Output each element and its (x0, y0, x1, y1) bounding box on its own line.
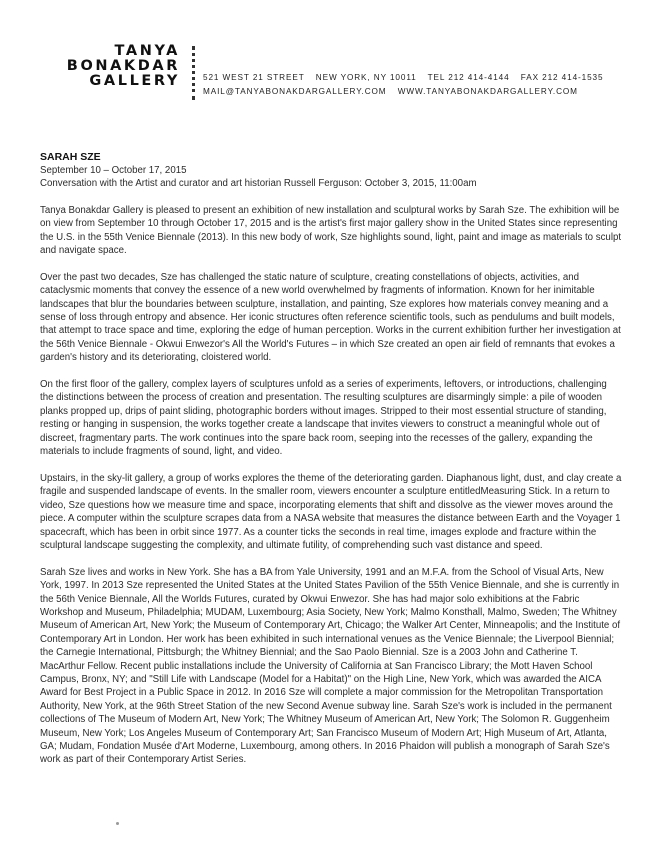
logo-line: GALLERY (89, 73, 180, 89)
city: NEW YORK, NY 10011 (315, 73, 417, 82)
address: 521 WEST 21 STREET (203, 73, 305, 82)
paragraph-intro: Tanya Bonakdar Gallery is pleased to present an exhibition of new installation and sculptural works by Sarah Sze. The exhibition will be on view from September 10 through October 17, 2015 and is the artist's first major gallery show in the United States since representing the U.S. in the 55th Venice Biennale (2013). In this new body of work, Sze highlights sound, light, paint and image as materials to sculpt and navigate space. (40, 204, 622, 257)
fax: FAX 212 414-1535 (520, 73, 604, 82)
gallery-logo (50, 44, 180, 89)
letterhead (50, 44, 630, 104)
page-mark (116, 822, 119, 825)
paragraph-first-floor: On the first floor of the gallery, complex layers of sculptures unfold as a series of experiments, leftovers, or introductions, challenging the distinctions between the process of creation and presentation. The resulting sculptures are disarmingly simple: a pile of wooden planks propped up, drips of paint sliding, photographic borders without images. Stripped to their most essential structure of standing, resting or hanging in suspension, the works together create a landscape that invites viewers to construct a meaningful whole out of discreet, fragmentary parts. The work continues into the spare back room, seeping into the recesses of the gallery, expanding the materials to include fragments of sound, light, and video. (40, 379, 607, 458)
contact-block (203, 71, 611, 99)
logo-line: BONAKDAR (66, 58, 180, 74)
telephone: TEL 212 414-4144 (427, 73, 510, 82)
logo-line: TANYA (114, 43, 180, 59)
artist-title: SARAH SZE (40, 151, 101, 163)
email-link[interactable]: MAIL@TANYABONAKDARGALLERY.COM (203, 87, 387, 96)
press-release (40, 150, 622, 780)
paragraph-upstairs: Upstairs, in the sky-lit gallery, a group of works explores the theme of the deteriorating garden. Diaphanous light, dust, and clay create a fragile and suspended landscape of events. In the smaller room, viewers encounter a sculpture entitledMeasuring Stick. In a return to video, Sze questions how we measure time and space, incorporating elements that shift and dissolve as the viewer moves around the piece. A computer within the sculpture scrapes data from a NASA website that measures the distance between Earth and the Voyager 1 spacecraft, which has been in orbit since 1977. As a counter ticks the seconds in real time, images explode and fracture within the sculptural landscape suggesting the complexity, and ultimate futility, of comprehending such vast distance and speed. (40, 472, 622, 551)
paragraph-biography: Sarah Sze lives and works in New York. She has a BA from Yale University, 1991 and an M.F.A. from the School of Visual Arts, New York, 1997. In 2013 Sze represented the United States at the United States Pavilion of the 55th Venice Biennale, and she is currently in the 56th Venice Biennale, All the Worlds Futures, curated by Okwui Enwezor. She has had major solo exhibitions at the Fabric Workshop and Museum, Philadelphia; MUDAM, Luxembourg; Asia Society, New York; Malmo Konsthall, Malmo, Sweden; The Whitney Museum of American Art, New York; the Museum of Contemporary Art, Chicago; the Walker Art Center, Minneapolis; and the Institute of Contemporary Art in London. Her work has been exhibited in such international venues as the Venice Biennale; the Liverpool Biennial; the Carnegie International, Pittsburgh; the Whitney Biennial; and the Sao Paolo Biennial. Sze is a 2003 John and Catherine T. MacArthur Fellow. Recent public installations include the University of California at San Francisco Library; the Mott Haven School Campus, Bronx, NY; and "Still Life with Landscape (Model for a Habitat)" on the High Line, New York, which was awarded the AICA Award for Best Project in a Public Space in 2012. In 2016 Sze will complete a major commission for the Metropolitan Transportation Authority, New York, at the 96th Street Station of the new Second Avenue subway line. Sarah Sze's work is included in the permanent collections of The Museum of Modern Art, New York; The Whitney Museum of American Art, New York; The Solomon R. Guggenheim Museum, New York; Los Angeles Museum of Contemporary Art; San Francisco Museum of Modern Art; High Museum of Art, Atlanta, GA; Mudam, Fondation Musée d'Art Moderne, Luxembourg, among others. In 2016 Phaidon will publish a monograph of Sarah Sze's work as part of their Contemporary Artist Series. (40, 566, 621, 766)
exhibition-dates: September 10 – October 17, 2015 (40, 165, 187, 176)
dotted-divider (192, 46, 195, 100)
paragraph-overview: Over the past two decades, Sze has challenged the static nature of sculpture, creating constellations of objects, activities, and cataclysmic moments that convey the essence of a new world overwhelmed by fragments of information. Known for her inimitable landscapes that blur the boundaries between sculpture, installation, and painting, Sze explores how materials convey meaning and a sense of loss through entropy and absence. Her iconic structures often reference scientific tools, such as pendulums and built models, that attempt to trace space and time, exploring the edge of human perception. Works in the current exhibition further her investigation at the 56th Venice Biennale - Okwui Enwezor's All the World's Futures – in which Sze created an open air field of remnants that evokes a garden's history and its deteriorating, cloistered world. (40, 271, 621, 364)
event-info: Conversation with the Artist and curator and art historian Russell Ferguson: October 3, 2015, 11:00am (40, 178, 477, 190)
website-link[interactable]: WWW.TANYABONAKDARGALLERY.COM (397, 87, 578, 96)
